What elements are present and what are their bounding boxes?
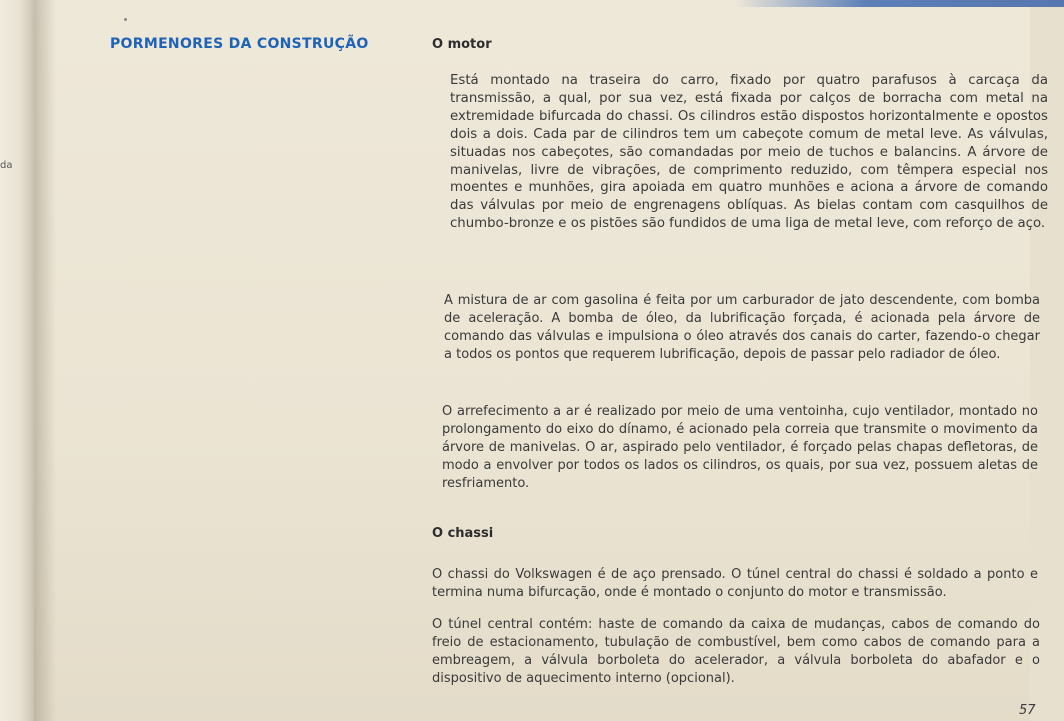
paper-speck [124,18,127,21]
motor-paragraph-2: A mistura de ar com gasolina é feita por um carburador de jato descendente, com bomba de aceleração. A bomba de óleo, da lubrificação forçada, é acionada pela árvore de comando das válvulas e impulsiona o óleo através dos canais do carter, fazendo-o chegar a todos os pontos que requerem lubrificação, depois de passar pelo radiador de óleo. [444,293,1040,362]
manual-page [34,0,1048,721]
chassi-paragraph-2: O túnel central contém: haste de comando da caixa de mudanças, cabos de comando do freio de estacionamento, tubulação de combustível, bem como cabos de comando para a embreagem, a válvula borboleta do acelerador, a válvula borboleta do abafador e o dispositivo de aquecimento interno (opcional). [432,617,1040,686]
chassi-paragraph-1: O chassi do Volkswagen é de aço prensado. O túnel central do chassi é soldado a ponto e termina numa bifurcação, onde é montado o conjunto do motor e transmissão. [432,567,1038,600]
page-number: 57 [1019,703,1036,718]
left-page-edge [0,0,34,721]
motor-paragraph-1: Está montado na traseira do carro, fixado por quatro parafusos à carcaça da transmissão, a qual, por sua vez, está fixada por calços de borracha com metal na extremidade bifurcada do chassi. Os cilindros estão dispostos horizontalmente e opostos dois a dois. Cada par de cilindros tem um cabeçote comum de metal leve. As válvulas, situadas nos cabeçotes, são comandadas por meio de tuchos e balancins. A árvore de manivelas, livre de vibrações, de comprimento reduzido, com têmpera especial nos moentes e munhões, gira apoiada em quatro munhões e aciona a árvore de comando das válvulas por meio de engrenagens oblíquas. As bielas contam com casquilhos de chumbo-bronze e os pistões são fundidos de uma liga de metal leve, com reforço de aço. [450,73,1048,232]
chassi-heading: O chassi [432,526,494,541]
page-fold-shadow [34,0,56,721]
motor-paragraph-3: O arrefecimento a ar é realizado por meio de uma ventoinha, cujo ventilador, montado no prolongamento do eixo do dínamo, é acionado pela correia que transmite o movimento da árvore de manivelas. O ar, aspirado pelo ventilador, é forçado pelas chapas defletoras, de modo a envolver por todos os lados os cilindros, os quais, por sua vez, possuem aletas de resfriamento. [442,404,1038,491]
section-title: PORMENORES DA CONSTRUÇÃO [110,36,369,52]
left-page-text-fragment: da [0,160,13,171]
motor-heading: O motor [432,37,492,52]
top-blue-strip [734,0,1064,7]
